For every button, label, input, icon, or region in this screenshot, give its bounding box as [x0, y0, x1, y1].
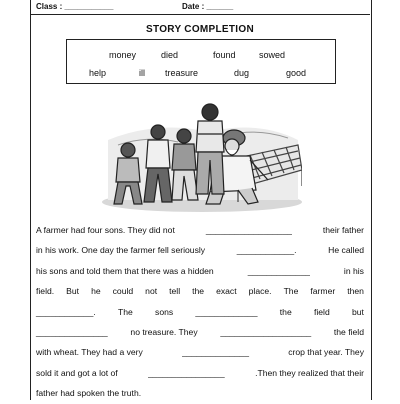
story-passage: [36, 220, 364, 404]
story-line: A farmer had four sons. They did not __________________ their father: [36, 220, 364, 240]
class-field: Class : ___________: [36, 2, 114, 11]
word-bank-box: [66, 39, 336, 84]
answer-blank[interactable]: _____________: [195, 306, 258, 317]
worksheet-header: [30, 0, 370, 15]
answer-blank[interactable]: ____________.: [236, 245, 297, 256]
answer-blank[interactable]: ____________.: [36, 306, 96, 317]
word-bank-item: ill: [139, 68, 145, 78]
answer-blank[interactable]: __________________: [205, 225, 292, 235]
story-line: ____________. The sons _____________ the field but: [36, 302, 364, 322]
word-bank-item: help: [89, 68, 107, 78]
answer-blank[interactable]: _______________: [36, 326, 108, 337]
story-line: _______________ no treasure. They ___________________ the field: [36, 322, 364, 342]
story-line: field. But he could not tell the exact place. The farmer then: [36, 286, 364, 297]
story-line: with wheat. They had a very ______________ crop that year. They: [36, 342, 364, 362]
word-bank-item: died: [161, 50, 179, 60]
worksheet-title: STORY COMPLETION: [146, 24, 254, 35]
date-field: Date : ______: [182, 2, 234, 11]
word-bank-item: treasure: [165, 68, 199, 78]
answer-blank[interactable]: ___________________: [220, 326, 312, 337]
story-line: in his work. One day the farmer fell seriously ____________. He called: [36, 240, 364, 260]
farmer-and-sons-illustration: [98, 90, 302, 214]
word-bank-item: sowed: [259, 50, 286, 60]
story-line: his sons and told them that there was a hidden _____________ in his: [36, 261, 364, 281]
word-bank-item: dug: [234, 68, 250, 78]
word-bank-item: found: [213, 50, 236, 60]
word-bank-item: good: [286, 68, 307, 78]
story-line: father had spoken the truth.: [36, 388, 142, 399]
story-line: sold it and got a lot of ________________ .Then they realized that their: [36, 363, 364, 383]
answer-blank[interactable]: ______________: [182, 347, 249, 358]
answer-blank[interactable]: ________________: [148, 367, 225, 378]
word-bank-item: money: [109, 50, 137, 60]
answer-blank[interactable]: _____________: [247, 265, 310, 276]
